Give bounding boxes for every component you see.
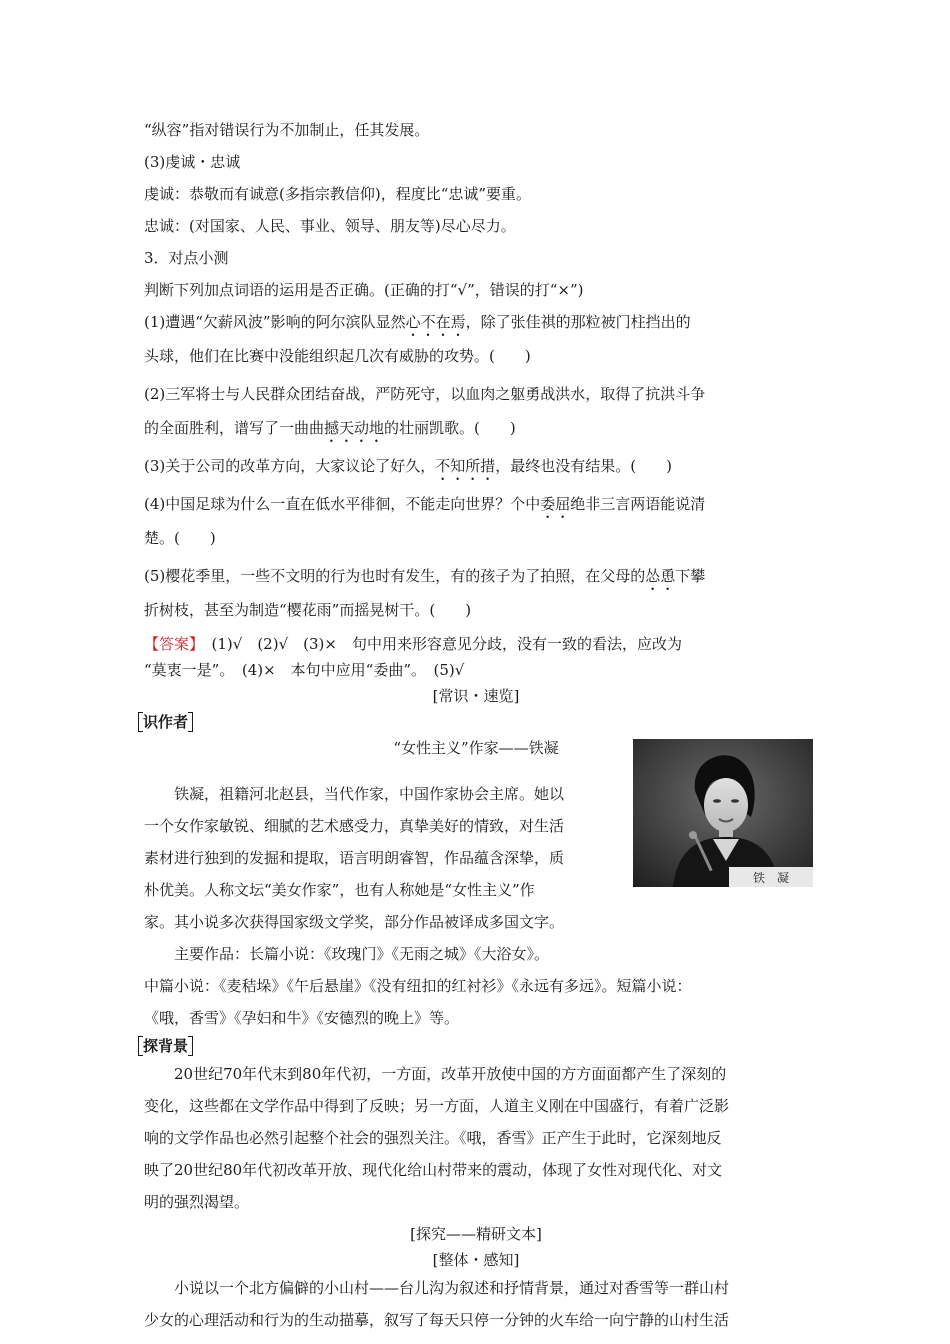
q-text: ，最终也没有结果。( ) [495,457,672,475]
answer-label: 【答案】 [144,635,197,653]
text-line: 素材进行独到的发掘和提取，语言明朗睿智，作品蕴含深挚，质 [144,849,565,867]
text-line: 明的强烈渴望。 [144,1193,250,1211]
q-text: (5)樱花季里，一些不文明的行为也时有发生，有的孩子为了拍照，在父母的 [144,567,646,585]
text-line: 小说以一个北方偏僻的小山村——台儿沟为叙述和抒情背景，通过对香雪等一群山村 [174,1279,730,1297]
text-line: 《哦，香雪》《孕妇和牛》《安德烈的晚上》等。 [144,1009,460,1027]
text-line: “纵容”指对错误行为不加制止，任其发展。 [144,121,430,139]
q-text: 下攀 [675,567,706,585]
text-line: 少女的心理活动和行为的生动描摹，叙写了每天只停一分钟的火车给一向宁静的山村生活 [144,1311,730,1329]
q-text: (4)中国足球为什么一直在低水平徘徊，不能走向世界？个中 [144,495,541,513]
answer-line: “莫衷一是”。 (4)× 本句中应用“委曲”。 (5)√ [144,661,465,679]
text-line: 虔诚：恭敬而有诚意(多指宗教信仰)，程度比“忠诚”要重。 [144,185,532,203]
q-text: ，除了张佳祺的那粒被门柱挡出的 [465,313,691,331]
question-3 [144,454,808,478]
emphasized-word: 撼天动地 [324,419,385,437]
section-heading: [常识・速览] [432,687,520,705]
photo-caption: 铁 凝 [752,871,790,885]
text-line: 一个女作家敏锐、细腻的艺术感受力，真挚美好的情致，对生活 [144,817,565,835]
background-tag [138,1034,808,1058]
text-line: 映了20世纪80年代初改革开放、现代化给山村带来的震动，体现了女性对现代化、对文 [144,1161,723,1179]
text-line: 主要作品：长篇小说：《玫瑰门》《无雨之城》《大浴女》。 [174,945,550,963]
document-page [144,112,808,1332]
section-heading: [整体・感知] [432,1251,520,1269]
text-line: 中篇小说：《麦秸垛》《午后悬崖》《没有纽扣的红衬衫》《永远有多远》。短篇小说： [144,977,692,995]
text-line: 响的文学作品也必然引起整个社会的强烈关注。《哦，香雪》正产生于此时，它深刻地反 [144,1129,722,1147]
question-2-cont [144,416,808,440]
q-text: 的壮丽凯歌。( ) [384,419,516,437]
text-line: 3．对点小测 [144,249,229,267]
answer-text: (1)√ (2)√ (3)× 句中用来形容意见分歧，没有一致的看法，应改为 [196,635,682,653]
q-text: 绝非三言两语能说清 [570,495,706,513]
text-line: 折树枝，甚至为制造“樱花雨”而摇晃树干。( ) [144,601,472,619]
question-4 [144,492,808,516]
question-1 [144,310,808,334]
text-line: 20世纪70年代末到80年代初，一方面，改革开放使中国的方方面面都产生了深刻的 [174,1065,727,1083]
text-line: 楚。( ) [144,529,216,547]
text-line: 朴优美。人称文坛“美女作家”，也有人称她是“女性主义”作 [144,881,535,899]
text-line: 头球，他们在比赛中没能组织起几次有威胁的攻势。( ) [144,347,531,365]
q-text: (1)遭遇“欠薪风波”影响的阿尔滨队显然 [144,313,406,331]
tag-text: 识作者 [143,713,189,731]
emphasized-word: 不知所措 [435,457,496,475]
background-paragraph [144,1062,808,1214]
question-5 [144,564,808,588]
question-2: (2)三军将士与人民群众团结奋战，严防死守，以血肉之躯勇战洪水，取得了抗洪斗争 [144,385,706,403]
author-title: “女性主义”作家——铁凝 [393,739,559,757]
emphasized-word: 委屈 [540,495,571,513]
text-line: 铁凝，祖籍河北赵县，当代作家，中国作家协会主席。她以 [174,785,565,803]
author-photo [633,739,813,887]
text-line: 变化，这些都在文学作品中得到了反映；另一方面，人道主义刚在中国盛行，有着广泛影 [144,1097,730,1115]
overview-paragraph [144,1276,808,1332]
text-line: (3)虔诚・忠诚 [144,153,241,171]
answer-line [144,632,808,656]
author-tag [138,710,808,734]
text-line: 忠诚：(对国家、人民、事业、领导、朋友等)尽心尽力。 [144,217,516,235]
tag-text: 探背景 [143,1037,189,1055]
text-line: 家。其小说多次获得国家级文学奖，部分作品被译成多国文字。 [144,913,565,931]
emphasized-word: 心不在焉 [405,313,466,331]
q-text: 的全面胜利，谱写了一曲曲 [144,419,325,437]
text-line: 判断下列加点词语的运用是否正确。(正确的打“√”，错误的打“×”) [144,281,584,299]
q-text: (3)关于公司的改革方向，大家议论了好久， [144,457,436,475]
emphasized-word: 怂恿 [645,567,676,585]
section-heading: [探究——精研文本] [410,1225,542,1243]
